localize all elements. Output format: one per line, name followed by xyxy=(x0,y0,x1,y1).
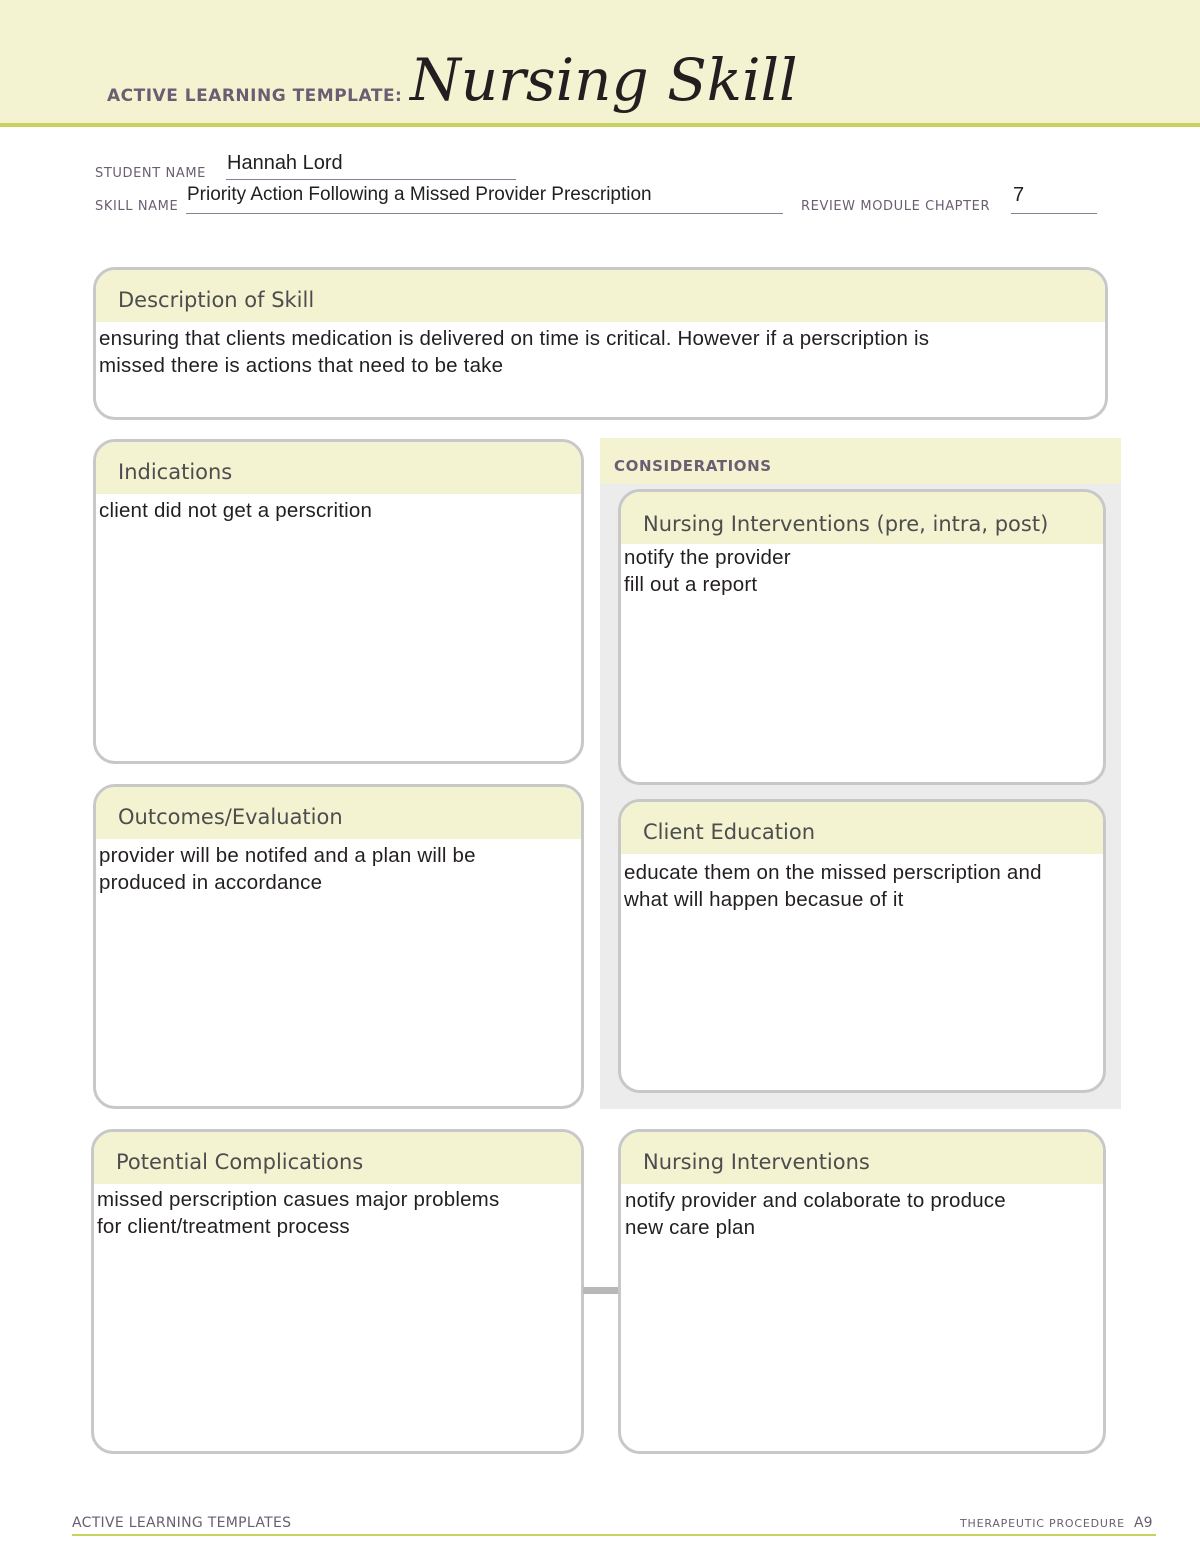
complications-header xyxy=(94,1132,581,1184)
description-text[interactable]: ensuring that clients medication is delivered on time is critical. However if a perscription is missed there is actions that need to be take xyxy=(99,327,930,377)
nursing-interventions-text[interactable]: notify provider and colaborate to produce new care plan xyxy=(625,1189,1006,1239)
skill-name-field[interactable]: Priority Action Following a Missed Provider Prescription xyxy=(187,184,652,205)
footer-rule xyxy=(72,1534,1156,1536)
nursing-interventions-title: Nursing Interventions xyxy=(643,1150,870,1174)
nursing-interventions-box xyxy=(618,1129,1106,1454)
description-title: Description of Skill xyxy=(118,288,315,312)
nursing-interventions-prepost-text[interactable]: notify the provider fill out a report xyxy=(624,546,791,596)
description-header xyxy=(96,270,1105,322)
client-education-header xyxy=(621,802,1103,854)
nursing-interventions-header xyxy=(621,1132,1103,1184)
outcomes-box xyxy=(93,784,584,1109)
chapter-field[interactable]: 7 xyxy=(1013,184,1025,206)
nursing-interventions-prepost-box xyxy=(618,489,1106,785)
header-rule xyxy=(0,123,1200,127)
student-name-field[interactable]: Hannah Lord xyxy=(227,152,343,174)
page-title: Nursing Skill xyxy=(410,46,798,114)
outcomes-header xyxy=(96,787,581,839)
template-label: ACTIVE LEARNING TEMPLATE: xyxy=(107,86,403,106)
footer-page-number: A9 xyxy=(1134,1515,1153,1531)
box-connector xyxy=(583,1287,620,1294)
description-box xyxy=(93,267,1108,420)
indications-header xyxy=(96,442,581,494)
skill-name-underline xyxy=(186,213,783,214)
chapter-underline xyxy=(1011,213,1097,214)
outcomes-text[interactable]: provider will be notifed and a plan will be produced in accordance xyxy=(99,844,476,894)
considerations-label: CONSIDERATIONS xyxy=(614,457,772,475)
chapter-label: REVIEW MODULE CHAPTER xyxy=(801,199,991,214)
client-education-title: Client Education xyxy=(643,820,816,844)
outcomes-title: Outcomes/Evaluation xyxy=(118,805,343,829)
nursing-interventions-prepost-title: Nursing Interventions (pre, intra, post) xyxy=(643,512,1049,536)
complications-box xyxy=(91,1129,584,1454)
client-education-box xyxy=(618,799,1106,1093)
student-name-label: STUDENT NAME xyxy=(95,166,206,181)
nursing-interventions-prepost-header xyxy=(621,492,1103,544)
complications-text[interactable]: missed perscription casues major problems for client/treatment process xyxy=(97,1188,500,1238)
indications-title: Indications xyxy=(118,460,233,484)
footer-left: ACTIVE LEARNING TEMPLATES xyxy=(72,1515,292,1531)
student-name-underline xyxy=(226,179,516,180)
complications-title: Potential Complications xyxy=(116,1150,364,1174)
considerations-header xyxy=(600,438,1121,484)
indications-text[interactable]: client did not get a perscrition xyxy=(99,499,373,522)
indications-box xyxy=(93,439,584,764)
skill-name-label: SKILL NAME xyxy=(95,199,179,214)
footer-right: THERAPEUTIC PROCEDURE xyxy=(960,1517,1125,1530)
client-education-text[interactable]: educate them on the missed perscription and what will happen becasue of it xyxy=(624,861,1042,911)
